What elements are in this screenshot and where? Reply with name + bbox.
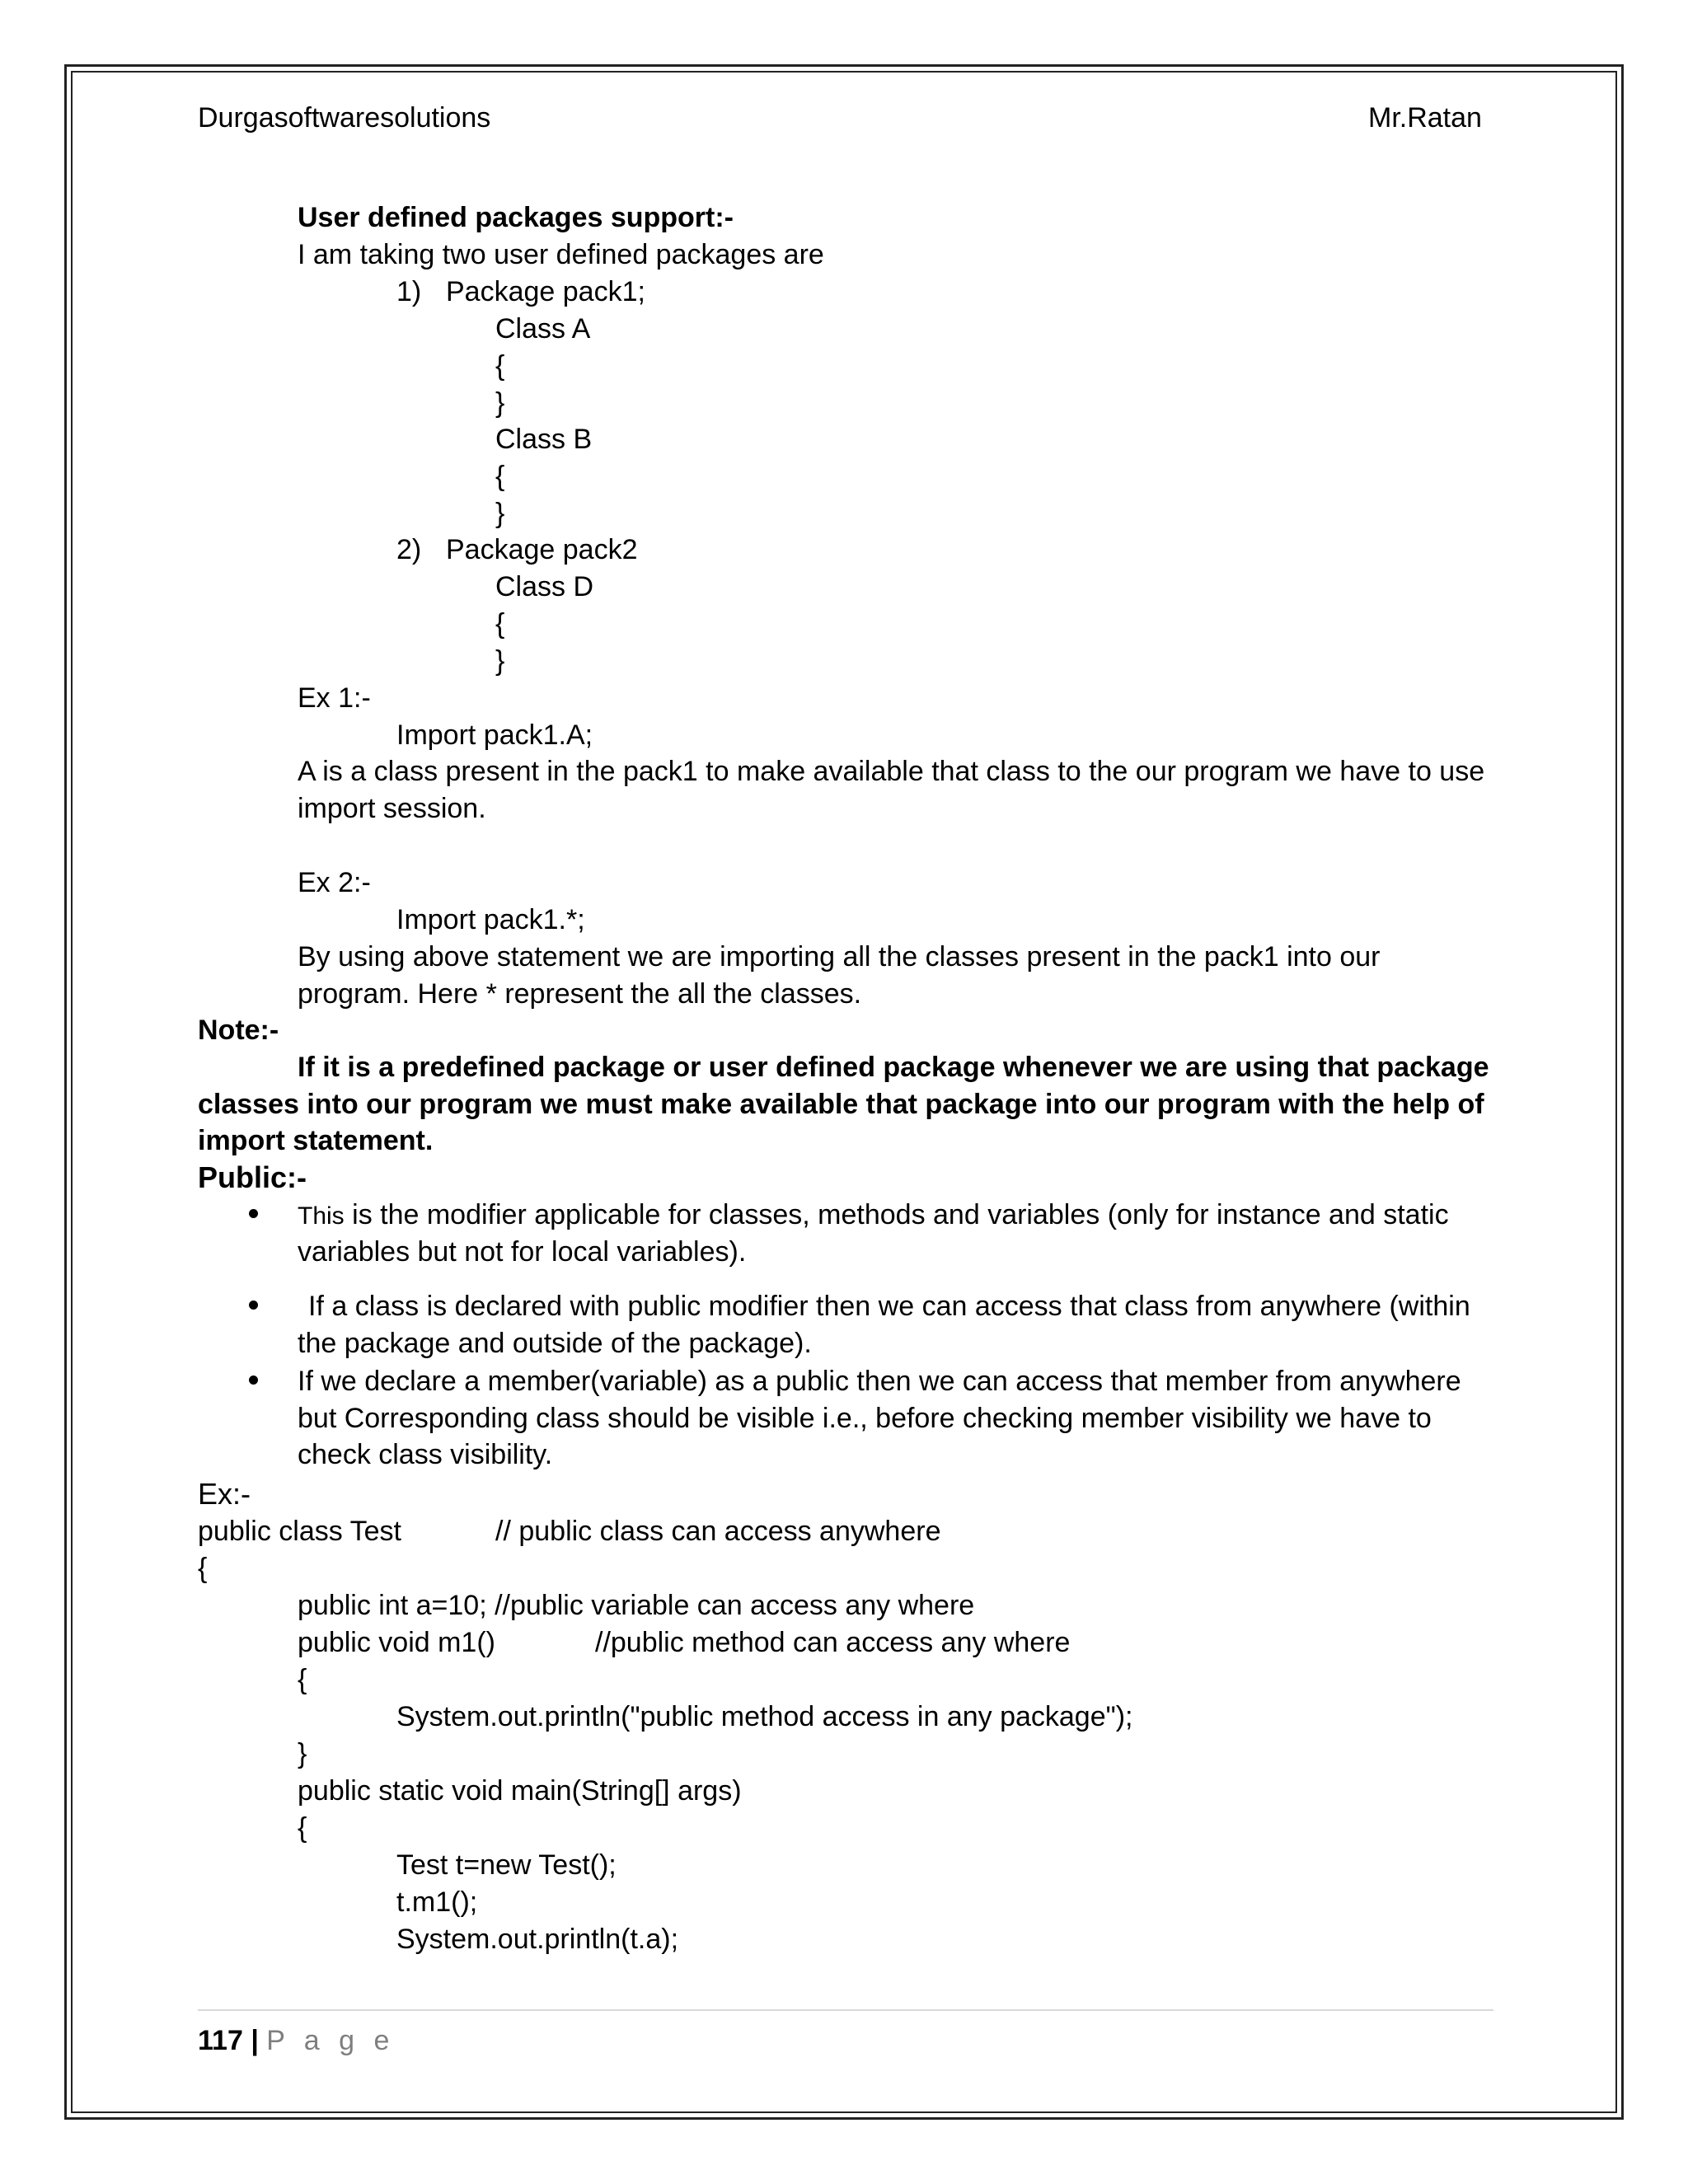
ex1-desc-line1: A is a class present in the pack1 to make available that class to the our program we have to use	[298, 756, 1485, 787]
code-m1-close: }	[298, 1738, 307, 1769]
class-a: Class A	[495, 313, 591, 344]
code-print-a-line: System.out.println(t.a);	[396, 1924, 679, 1955]
class-b: Class B	[495, 424, 593, 455]
page-number: 117	[198, 2025, 243, 2056]
brace-open: {	[495, 608, 505, 640]
code-method-comment: //public method can access any where	[595, 1627, 1071, 1658]
brace-close: }	[495, 498, 505, 529]
bullet-icon	[249, 1376, 258, 1385]
example-label: Ex:-	[198, 1477, 251, 1511]
code-class-decl: public class Test	[198, 1516, 401, 1547]
list-number-1: 1)	[396, 276, 422, 307]
bullet1-this: This	[298, 1202, 345, 1230]
code-m1-open: {	[298, 1664, 307, 1695]
bullet2-line2: the package and outside of the package).	[298, 1328, 812, 1359]
header-left: Durgasoftwaresolutions	[198, 102, 491, 134]
intro-text: I am taking two user defined packages are	[298, 239, 824, 270]
public-heading: Public:-	[198, 1160, 307, 1194]
code-main-open: {	[298, 1812, 307, 1844]
package-pack2: Package pack2	[446, 534, 638, 565]
ex1-code: Import pack1.A;	[396, 719, 593, 751]
bullet2-line1: If a class is declared with public modifier then we can access that class from anywhere (within	[308, 1291, 1470, 1322]
page-footer	[198, 2022, 395, 2059]
bullet1-rest: is the modifier applicable for classes, methods and variables (only for instance and static	[344, 1199, 1449, 1230]
code-println-line: System.out.println("public method access in any package");	[396, 1701, 1133, 1732]
code-main-decl: public static void main(String[] args)	[298, 1775, 742, 1807]
ex2-desc-line1: By using above statement we are importing all the classes present in the pack1 into our	[298, 941, 1381, 972]
bullet-icon	[249, 1209, 258, 1218]
brace-close: }	[495, 645, 505, 677]
ex2-desc-line2: program. Here * represent the all the classes.	[298, 978, 862, 1010]
note-line1: If it is a predefined package or user defined package whenever we are using that package	[298, 1052, 1489, 1083]
bullet3-line1: If we declare a member(variable) as a public then we can access that member from anywhere	[298, 1366, 1461, 1397]
note-line2: classes into our program we must make available that package into our program with the help of	[198, 1089, 1484, 1120]
bullet1-line1	[298, 1197, 1449, 1235]
note-line3: import statement.	[198, 1125, 434, 1156]
bullet3-line3: check class visibility.	[298, 1439, 553, 1470]
ex1-label: Ex 1:-	[298, 682, 371, 714]
code-field-line: public int a=10; //public variable can access any where	[298, 1590, 975, 1621]
ex2-code: Import pack1.*;	[396, 904, 585, 935]
bullet-icon	[249, 1301, 258, 1310]
header-right: Mr.Ratan	[1368, 102, 1482, 134]
code-new-line: Test t=new Test();	[396, 1849, 617, 1881]
code-brace-open: {	[198, 1553, 208, 1584]
section-heading: User defined packages support:-	[298, 202, 734, 233]
brace-open: {	[495, 461, 505, 492]
code-class-comment: // public class can access anywhere	[495, 1516, 941, 1547]
ex1-desc-line2: import session.	[298, 793, 486, 824]
class-d: Class D	[495, 571, 594, 602]
note-label: Note:-	[198, 1015, 279, 1046]
bullet1-line2: variables but not for local variables).	[298, 1236, 747, 1268]
footer-rule	[198, 2009, 1493, 2011]
ex2-label: Ex 2:-	[298, 867, 371, 898]
brace-open: {	[495, 350, 505, 382]
code-call-line: t.m1();	[396, 1886, 478, 1918]
bullet3-line2: but Corresponding class should be visible i.e., before checking member visibility we have to	[298, 1403, 1432, 1434]
page-word: P a g e	[266, 2025, 396, 2056]
code-method-decl: public void m1()	[298, 1627, 495, 1658]
brace-close: }	[495, 387, 505, 419]
package-pack1: Package pack1;	[446, 276, 645, 307]
page-separator: |	[251, 2025, 259, 2056]
list-number-2: 2)	[396, 534, 422, 565]
